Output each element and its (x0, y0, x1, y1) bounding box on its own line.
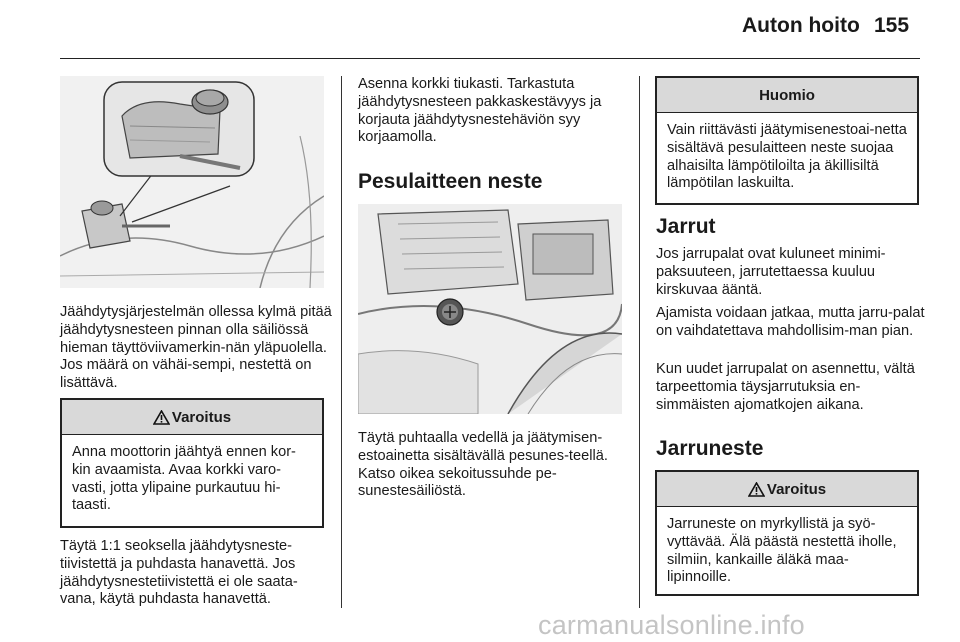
brakes-paragraph-3: Kun uudet jarrupalat on asennettu, vältä tarpeettomia täysjarrutuksia en-simmäisten ajomatkojen aikana. (656, 361, 915, 413)
brakes-paragraph-2: Ajamista voidaan jatkaa, mutta jarru-palat on vaihdatettava mahdollisim-man pian. (656, 305, 925, 339)
section-heading-brakes: Jarrut (656, 215, 716, 238)
warning-triangle-icon (153, 410, 170, 425)
note-text: Vain riittävästi jäätymisenestoai-netta sisältävä pesulaitteen neste suojaa alhaisilta lämpötiloilta ja äkillisiltä lämpötilan laskuilta. (667, 122, 907, 192)
washer-fluid-paragraph: Täytä puhtaalla vedellä ja jäätymisen-estoainetta sisältävällä pesunes-teellä. Katso oikea sekoitussuhde pe-sunestesäiliöstä. (358, 430, 608, 500)
brakes-paragraph-1: Jos jarrupalat ovat kuluneet minimi-paksuuteen, jarrutettaessa kuuluu kirskuvaa ääntä. (656, 246, 886, 298)
cap-paragraph: Asenna korkki tiukasti. Tarkastuta jäähdytysnesteen pakkaskestävyys ja korjauta jäähdytysnestehäviön syy korjaamolla. (358, 76, 602, 146)
coolant-reservoir-illustration (60, 76, 324, 288)
running-header-title: Auton hoito (742, 14, 860, 37)
column-divider (639, 76, 640, 608)
column-divider (341, 76, 342, 608)
note-box (655, 76, 919, 205)
warning-triangle-icon (748, 482, 765, 497)
warning-box-header (62, 400, 322, 435)
warning-box-coolant (60, 398, 324, 528)
watermark: carmanualsonline.info (538, 610, 805, 640)
warning-text: Jarruneste on myrkyllistä ja syö-vyttävää. Älä päästä nestettä iholle, silmiin, kankaille äläkä maa-lipinnoille. (667, 516, 897, 586)
note-title: Huomio (759, 86, 815, 104)
washer-reservoir-illustration (358, 204, 622, 414)
coolant-paragraph: Jäähdytysjärjestelmän ollessa kylmä pitää jäähdytysnesteen pinnan olla säiliössä hieman täyttöviivamerkin-nän yläpuolella. Jos määrä on vähäi-sempi, nestettä on lisättävä. (60, 304, 332, 392)
warning-title: Varoitus (766, 480, 827, 498)
coolant-mix-paragraph: Täytä 1:1 seoksella jäähdytysneste-tiivistettä ja puhdasta hanavettä. Jos jäähdytysnestetiivistettä ei ole saata-vana, käytä puhdasta hanavettä. (60, 538, 298, 608)
warning-title: Varoitus (171, 408, 232, 426)
warning-box-brake-fluid (655, 470, 919, 596)
note-box-header (657, 78, 917, 113)
header-rule (60, 58, 920, 59)
section-heading-brake-fluid: Jarruneste (656, 437, 764, 460)
warning-box-header (657, 472, 917, 507)
page-number: 155 (874, 14, 910, 37)
section-heading-washer-fluid: Pesulaitteen neste (358, 170, 543, 193)
warning-text: Anna moottorin jäähtyä ennen kor-kin avaamista. Avaa korkki varo-vasti, jotta ylipaine purkautuu hi-taasti. (72, 444, 296, 514)
